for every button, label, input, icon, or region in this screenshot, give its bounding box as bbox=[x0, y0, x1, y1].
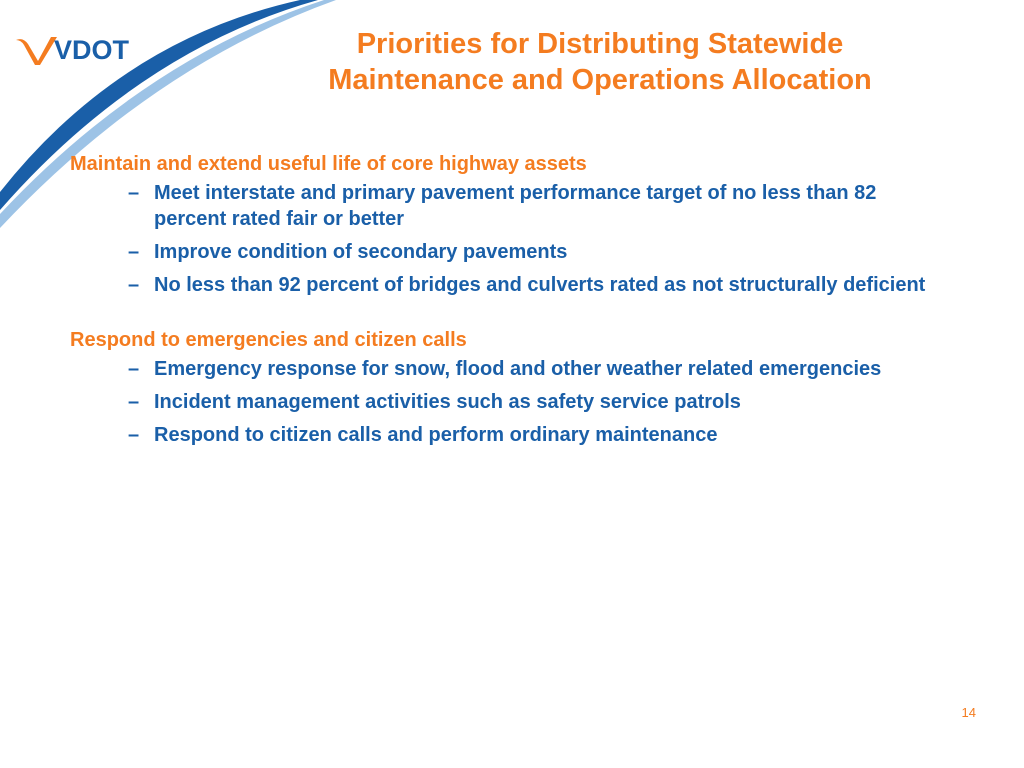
page-number: 14 bbox=[961, 705, 976, 720]
dash-marker: – bbox=[128, 274, 140, 296]
bullet-item bbox=[70, 356, 934, 382]
section-emergency-response bbox=[70, 326, 970, 448]
bullet-item bbox=[70, 239, 934, 265]
bullet-text: Emergency response for snow, flood and other weather related emergencies bbox=[154, 358, 882, 380]
bullet-text: Incident management activities such as safety service patrols bbox=[154, 391, 741, 413]
bullet-item bbox=[70, 422, 934, 448]
dash-marker: – bbox=[128, 241, 140, 263]
bullet-list bbox=[70, 180, 970, 298]
bullet-list bbox=[70, 356, 970, 448]
bullet-text: No less than 92 percent of bridges and culverts rated as not structurally deficient bbox=[154, 274, 926, 296]
dash-marker: – bbox=[128, 182, 140, 204]
slide-title-line-1: Priorities for Distributing Statewide bbox=[356, 28, 844, 60]
bullet-text: Respond to citizen calls and perform ordinary maintenance bbox=[154, 424, 718, 446]
bullet-item bbox=[70, 389, 934, 415]
slide-title bbox=[250, 26, 950, 98]
bullet-item bbox=[70, 180, 934, 232]
slide-body bbox=[70, 150, 970, 455]
vdot-logo bbox=[14, 30, 144, 66]
section-heading: Maintain and extend useful life of core highway assets bbox=[70, 153, 587, 175]
bullet-item bbox=[70, 272, 934, 298]
slide-title-line-2: Maintenance and Operations Allocation bbox=[328, 64, 872, 96]
section-heading: Respond to emergencies and citizen calls bbox=[70, 329, 467, 351]
bullet-text: Improve condition of secondary pavements bbox=[154, 241, 568, 263]
bullet-text: Meet interstate and primary pavement performance target of no less than 82 percent rated fair or better bbox=[154, 182, 877, 230]
logo-v-mark bbox=[16, 37, 57, 65]
dash-marker: – bbox=[128, 358, 140, 380]
dash-marker: – bbox=[128, 424, 140, 446]
logo-text: VDOT bbox=[54, 35, 130, 65]
section-asset-maintenance bbox=[70, 150, 970, 298]
dash-marker: – bbox=[128, 391, 140, 413]
